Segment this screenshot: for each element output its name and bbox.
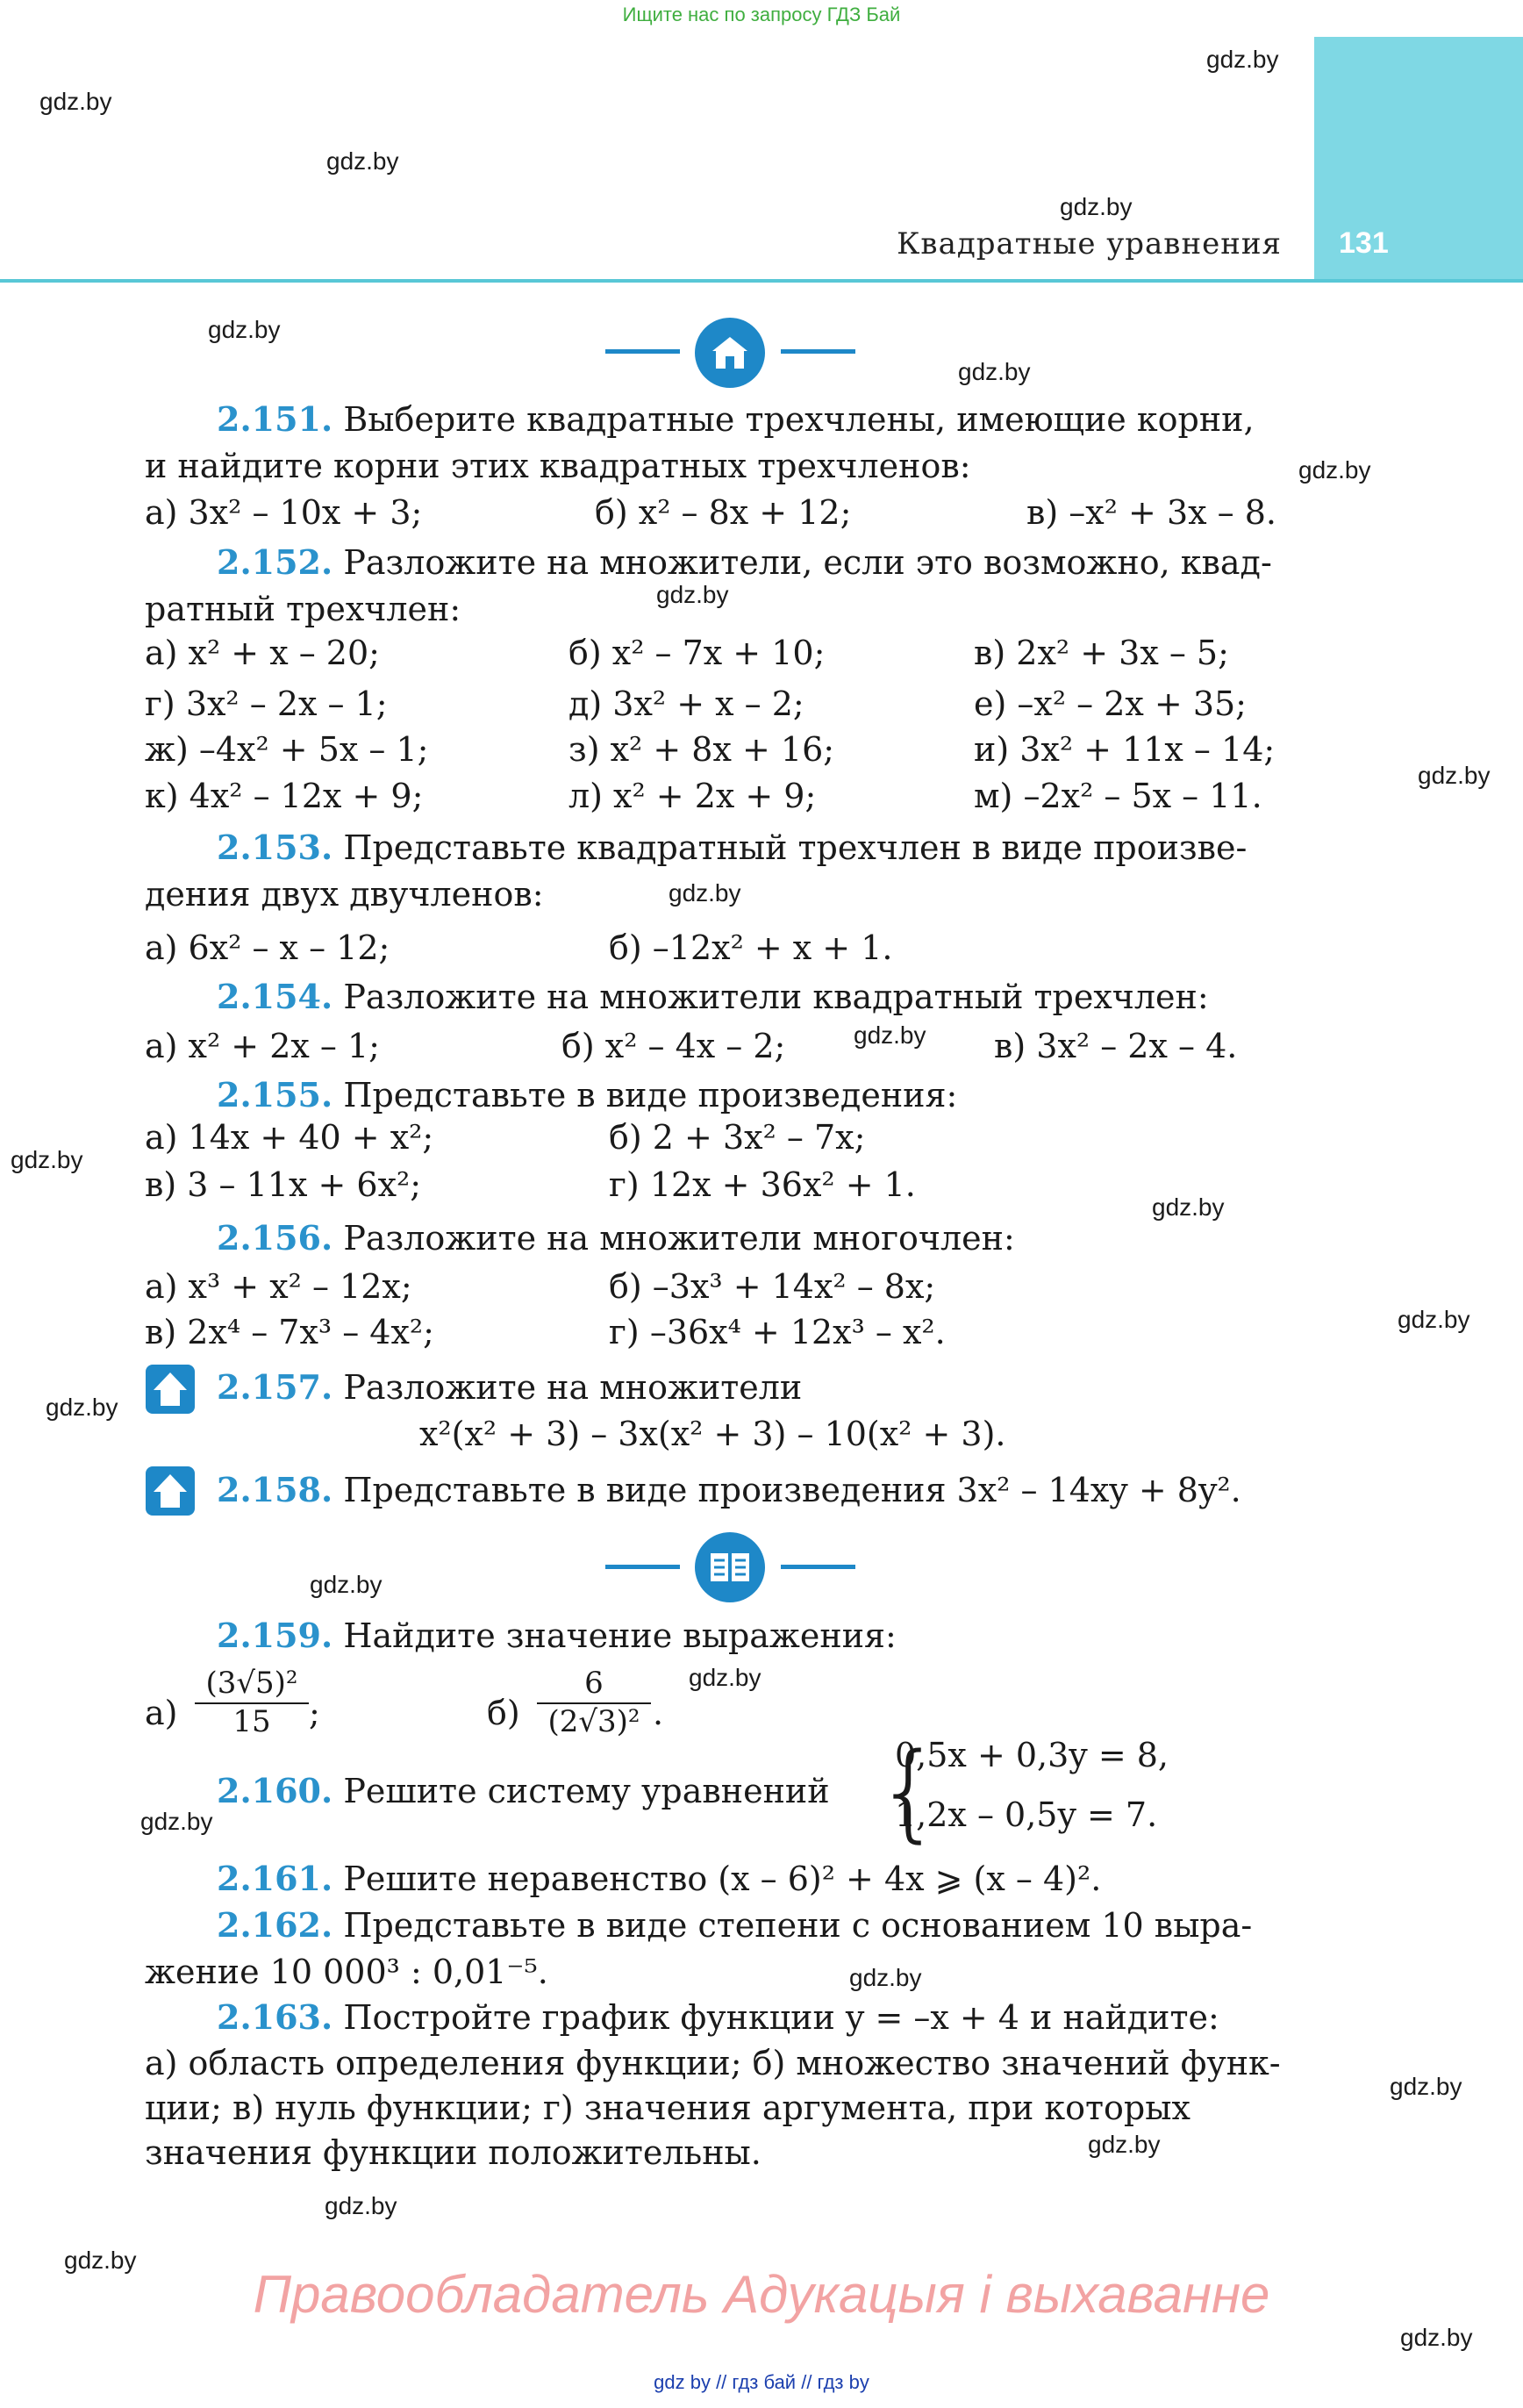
task-number: 2.153. <box>217 828 333 867</box>
watermark: gdz.by <box>669 879 741 907</box>
task-number: 2.162. <box>217 1905 333 1945</box>
task-option: б) x² – 4x – 2; <box>561 1027 786 1065</box>
home-icon <box>695 318 765 388</box>
watermark: gdz.by <box>849 1964 922 1991</box>
task-number: 2.158. <box>217 1470 333 1509</box>
watermark: gdz.by <box>1060 193 1133 220</box>
task-number: 2.155. <box>217 1075 333 1114</box>
fraction-numerator: (3√5)² <box>205 1666 298 1701</box>
watermark: gdz.by <box>46 1394 118 1421</box>
task-option: б) x² – 8x + 12; <box>595 493 852 532</box>
task-text: Решите систему уравнений <box>343 1772 830 1810</box>
top-banner[interactable]: Ищите нас по запросу ГДЗ Бай <box>622 4 901 25</box>
watermark: gdz.by <box>325 2192 397 2219</box>
task-text: и найдите корни этих квадратных трехчленов: <box>145 447 971 485</box>
task-text: Представьте в виде произведения: <box>343 1076 958 1114</box>
task-option: м) –2x² – 5x – 11. <box>974 777 1262 815</box>
task-option: б) 2 + 3x² – 7x; <box>609 1118 866 1157</box>
task-option-label: а) <box>145 1694 178 1732</box>
task-text: дения двух двучленов: <box>145 875 544 914</box>
task-expression: x²(x² + 3) – 3x(x² + 3) – 10(x² + 3). <box>419 1415 1006 1453</box>
watermark: gdz.by <box>208 316 281 343</box>
watermark: gdz.by <box>1398 1306 1470 1333</box>
watermark: gdz.by <box>326 147 399 175</box>
task-option: з) x² + 8x + 16; <box>568 730 835 769</box>
fraction-numerator: 6 <box>584 1666 604 1701</box>
system-brace: { <box>876 1731 943 1853</box>
task-number: 2.160. <box>217 1771 333 1810</box>
watermark: gdz.by <box>39 88 112 115</box>
task-option: и) 3x² + 11x – 14; <box>974 730 1276 769</box>
task-number: 2.154. <box>217 977 333 1016</box>
watermark: gdz.by <box>854 1021 926 1049</box>
section-divider <box>605 349 680 354</box>
task-text: а) область определения функции; б) множество значений функ- <box>145 2044 1281 2082</box>
task-text: Представьте в виде произведения 3x² – 14xy + 8y². <box>343 1471 1241 1509</box>
task-option: а) x² + x – 20; <box>145 634 380 672</box>
watermark: gdz.by <box>1390 2073 1462 2100</box>
star-level-icon <box>145 1466 196 1516</box>
task-option: ж) –4x² + 5x – 1; <box>145 730 429 769</box>
watermark: gdz.by <box>1418 762 1491 789</box>
page-number: 131 <box>1339 226 1389 260</box>
watermark: gdz.by <box>1298 456 1371 484</box>
task-option: г) –36x⁴ + 12x³ – x². <box>609 1313 946 1351</box>
watermark: gdz.by <box>64 2247 137 2274</box>
task-text: ратный трехчлен: <box>145 590 461 628</box>
task-text: Найдите значение выражения: <box>343 1616 897 1655</box>
task-option: а) 3x² – 10x + 3; <box>145 493 423 532</box>
task-option: а) x³ + x² – 12x; <box>145 1267 412 1306</box>
task-number: 2.152. <box>217 542 333 582</box>
task-option: в) 2x⁴ – 7x³ – 4x²; <box>145 1313 434 1351</box>
watermark: gdz.by <box>11 1146 83 1173</box>
task-option: а) 14x + 40 + x²; <box>145 1118 434 1157</box>
watermark: gdz.by <box>1206 46 1279 73</box>
task-option: а) 6x² – x – 12; <box>145 928 390 967</box>
task-text: Разложите на множители квадратный трехчлен: <box>343 978 1209 1016</box>
task-option: к) 4x² – 12x + 9; <box>145 777 424 815</box>
task-option: д) 3x² + x – 2; <box>568 684 804 723</box>
header-rule <box>0 279 1523 283</box>
task-option: в) 3x² – 2x – 4. <box>994 1027 1238 1065</box>
task-option: в) –x² + 3x – 8. <box>1026 493 1276 532</box>
watermark: gdz.by <box>1400 2324 1473 2351</box>
task-number: 2.159. <box>217 1616 333 1655</box>
task-text: Представьте в виде степени с основанием 10 выра- <box>343 1906 1253 1945</box>
task-option: б) –3x³ + 14x² – 8x; <box>609 1267 936 1306</box>
watermark: gdz.by <box>140 1808 213 1835</box>
system-equation: 0,5x + 0,3y = 8, <box>895 1736 1169 1774</box>
task-number: 2.161. <box>217 1859 333 1898</box>
task-text: Разложите на множители многочлен: <box>343 1219 1015 1258</box>
watermark: gdz.by <box>958 358 1031 385</box>
task-option: а) x² + 2x – 1; <box>145 1027 380 1065</box>
task-number: 2.156. <box>217 1218 333 1258</box>
task-text: Разложите на множители <box>343 1368 803 1407</box>
task-option: г) 12x + 36x² + 1. <box>609 1165 916 1204</box>
task-option: б) –12x² + x + 1. <box>609 928 893 967</box>
task-number: 2.157. <box>217 1367 333 1407</box>
star-level-icon <box>145 1364 196 1415</box>
system-equation: 1,2x – 0,5y = 7. <box>895 1795 1158 1834</box>
task-option: в) 2x² + 3x – 5; <box>974 634 1229 672</box>
section-divider <box>605 1565 680 1569</box>
fraction-denominator: 15 <box>232 1704 271 1739</box>
fraction-a <box>195 1666 309 1739</box>
task-option: л) x² + 2x + 9; <box>568 777 817 815</box>
task-text: Представьте квадратный трехчлен в виде произве- <box>343 828 1248 867</box>
book-icon <box>695 1532 765 1602</box>
task-text: жение 10 000³ : 0,01⁻⁵. <box>145 1953 548 1991</box>
watermark: gdz.by <box>1152 1193 1225 1221</box>
fraction-b <box>537 1666 651 1739</box>
task-number: 2.151. <box>217 399 333 439</box>
section-divider <box>781 1565 855 1569</box>
task-option: в) 3 – 11x + 6x²; <box>145 1165 422 1204</box>
task-option-label: б) <box>487 1694 520 1732</box>
rights-holder-text: Правообладатель Адукацыя і выхаванне <box>253 2265 1270 2324</box>
footer-links[interactable]: gdz by // гдз бай // гдз by <box>654 2371 869 2393</box>
task-text: Выберите квадратные трехчлены, имеющие корни, <box>343 400 1255 439</box>
watermark: gdz.by <box>689 1664 762 1691</box>
task-text: Решите неравенство (x – 6)² + 4x ⩾ (x – 4)². <box>343 1860 1102 1898</box>
chapter-title: Квадратные уравнения <box>897 226 1282 262</box>
task-option: г) 3x² – 2x – 1; <box>145 684 388 723</box>
task-option: е) –x² – 2x + 35; <box>974 684 1247 723</box>
task-text: Разложите на множители, если это возможно, квад- <box>343 543 1272 582</box>
task-text: ции; в) нуль функции; г) значения аргумента, при которых <box>145 2089 1191 2127</box>
watermark: gdz.by <box>310 1571 383 1598</box>
task-option-end: ; <box>309 1694 320 1732</box>
task-text: значения функции положительны. <box>145 2133 762 2172</box>
watermark: gdz.by <box>656 581 729 608</box>
section-divider <box>781 349 855 354</box>
fraction-denominator: (2√3)² <box>547 1704 640 1739</box>
task-option-end: . <box>653 1694 664 1732</box>
task-option: б) x² – 7x + 10; <box>568 634 826 672</box>
task-text: Постройте график функции y = –x + 4 и найдите: <box>343 1998 1219 2037</box>
watermark: gdz.by <box>1088 2131 1161 2158</box>
task-number: 2.163. <box>217 1997 333 2037</box>
